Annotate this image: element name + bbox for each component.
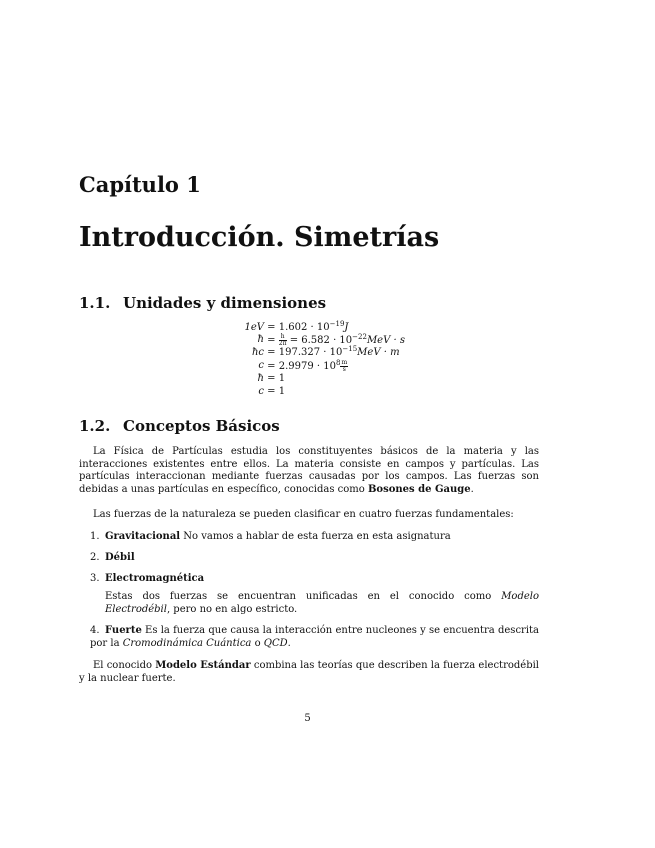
paragraph-text: Las fuerzas de la naturaleza se pueden clasificar en cuatro fuerzas fundamentales:: [93, 509, 514, 520]
paragraph-end: .: [470, 483, 474, 495]
eq-exponent: −19: [329, 320, 345, 328]
italic-term: QCD: [263, 637, 288, 649]
equation-hbar-one: ħ = 1: [257, 373, 286, 384]
eq-value: 1: [278, 386, 286, 397]
paragraph-standard-model: [79, 660, 539, 685]
eq-value: 1.602 · 10: [278, 322, 330, 333]
eq-lhs: ħ: [257, 334, 264, 345]
equation-hbar-c: ħc = $197.327 \cdot 10^{-15}MeV \cdot m$: [251, 345, 400, 358]
section-title: Conceptos Básicos: [123, 417, 280, 435]
section-number: 1.1.: [79, 294, 111, 312]
equation-speed-of-light: c = $2.9979 \cdot 10^8$ $\frac{m}{s}$: [258, 359, 348, 373]
description-text: Estas dos fuerzas se encuentran unificadas en el conocido como: [105, 591, 502, 602]
italic-term: Cromodinámica Cuántica: [122, 637, 252, 649]
equation-electronvolt: 1eV = $1.602 \cdot 10^{-19}J$: [244, 320, 349, 333]
page-number: 5: [304, 713, 311, 724]
fraction-numerator: m: [341, 359, 348, 366]
paragraph-intro: [79, 446, 539, 496]
eq-unit: J: [344, 322, 349, 333]
force-name: Fuerte: [105, 625, 142, 636]
section-heading-basics: [79, 417, 280, 435]
eq-exponent: −22: [352, 333, 367, 341]
force-description: No vamos a hablar de esta fuerza en esta asignatura: [180, 531, 451, 542]
eq-lhs: c: [258, 360, 264, 371]
list-item-strong: [90, 625, 539, 650]
eq-value: 6.582 · 10: [301, 335, 353, 346]
equation-c-one: c = 1: [258, 386, 286, 397]
fraction-numerator: h: [280, 333, 285, 340]
eq-fraction: [279, 334, 287, 347]
eq-lhs: 1eV: [244, 322, 264, 333]
list-number: 3.: [90, 573, 100, 584]
section-number: 1.2.: [79, 417, 111, 435]
eq-value: 2.9979 · 10: [278, 361, 337, 372]
bold-term: Modelo Estándar: [155, 660, 251, 671]
paragraph-forces-intro: [79, 509, 539, 522]
eq-value: 197.327 · 10: [278, 347, 343, 358]
italic-term: Modelo Electrodébil: [105, 591, 539, 615]
paragraph-text: El conocido: [93, 660, 156, 671]
paragraph-text: La Física de Partículas estudia los constituyentes básicos de la materia y las interacciones existentes entre ellos. La materia consiste en campos y partículas. Las partículas interaccionan mediante fuerzas causadas por los campos. Las fuerzas son debidas a unas partículas en específico, conocidas como: [79, 446, 539, 495]
description-end: , pero no en algo estricto.: [166, 603, 298, 615]
bold-term: Bosones de Gauge: [367, 483, 471, 495]
list-item-weak: [90, 552, 539, 565]
eq-lhs: ħc: [251, 347, 264, 358]
eq-lhs: c: [258, 386, 264, 397]
force-description: Es la fuerza que causa la interacción entre nucleones y se encuentra descrita por la: [90, 625, 539, 649]
list-item-gravitational: [90, 531, 539, 544]
list-number: 1.: [90, 531, 100, 542]
eq-lhs: ħ: [257, 373, 264, 384]
paragraph-end: combina las teorías que describen la fuerza electrodébil y la nuclear fuerte.: [79, 660, 539, 684]
list-number: 4.: [90, 625, 100, 636]
eq-fraction: [340, 360, 348, 373]
eq-unit: MeV · m: [357, 347, 400, 358]
eq-value: 1: [278, 373, 286, 384]
list-item-electromagnetic: [90, 573, 539, 586]
fraction-denominator: 2π: [278, 340, 287, 347]
eq-exponent: −15: [342, 345, 358, 353]
eq-unit: MeV · s: [366, 335, 405, 346]
section-heading-units: [79, 294, 326, 312]
electromagnetic-description: [105, 591, 539, 616]
fraction-denominator: s: [342, 366, 346, 373]
chapter-title: Introducción. Simetrías: [79, 222, 440, 253]
equation-hbar: ħ = $\frac{h}{2\pi}$ = $6.582 \cdot 10^{-22}MeV \cdot s$: [257, 333, 405, 347]
eq-exponent: 8: [336, 359, 341, 367]
force-name: Electromagnética: [105, 573, 205, 584]
chapter-label: Capítulo 1: [79, 172, 201, 197]
list-number: 2.: [90, 552, 100, 563]
force-name: Débil: [105, 552, 135, 563]
section-title: Unidades y dimensiones: [123, 294, 327, 312]
description-end: .: [287, 637, 291, 649]
connector-text: o: [251, 637, 264, 649]
force-name: Gravitacional: [105, 531, 181, 542]
